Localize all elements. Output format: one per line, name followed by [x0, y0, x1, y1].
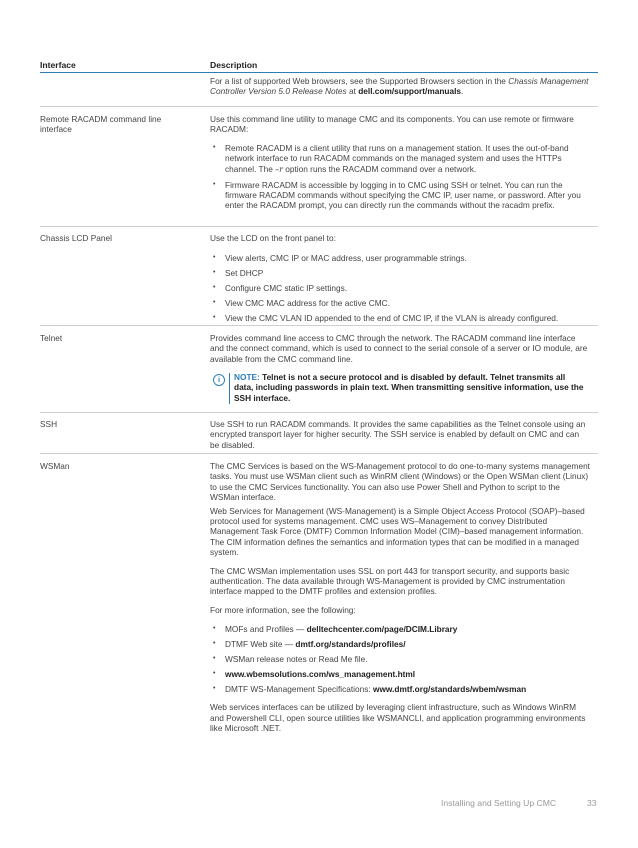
interface-remote-racadm: Remote RACADM command line interface — [40, 114, 162, 135]
dmtf-profiles-link[interactable]: dmtf.org/standards/profiles/ — [295, 639, 406, 650]
lcd-list — [210, 253, 590, 323]
wsman-description: The CMC Services is based on the WS-Management protocol to do one-to-many systems management tasks. You must use WSMan client such as WinRM client (Windows) or the Open WSMan client (Linux) to use the CMC Services functionality. You can also use Power Shell and Python to script to the WSMan interface. Web Services for Management (WS-Management) is a Simple Object Access Protocol (SOAP)–based protocol used for systems management. CMC uses WS–Management to convey Distributed Management Task Force (DMTF) Common Information Model (CIM)–based management information. The CIM information defines the semantics and information types that can be modified in a managed system. The CMC WSMan implementation uses SSL on port 443 for transport security, and supports basic authentication. The data available through WS-Management is provided by CMC instrumentation interface mapped to the DMTF profiles and extension profiles. For more information, see the following: • MOFs and Profiles — delltechcenter.com/page/DCIM.Library • DTMF Web site — dmtf.org/standards/profiles/ • WSMan release notes or Read Me file. • www.wbemsolutions.com/ws_management.html • DMTF WS-Management Specifications: www.dmtf.org/standards/wbem/wsman Web services interfaces can be utilized by leveraging client infrastructure, such as Windows WinRM and Powershell CLI, open source utilities like WSMANCLI, and application programming environments like Microsoft .NET. — [210, 461, 590, 734]
list-item — [210, 669, 590, 679]
list-item: • WSMan release notes or Read Me file. — [210, 654, 590, 664]
telnet-description: Provides command line access to CMC through the network. The RACADM command line interface and the connect command, which is used to connect to the serial console of a server or IO module, are available from the CMC command line. — [210, 333, 588, 364]
column-header-description: Description — [210, 60, 258, 70]
row-divider — [40, 412, 598, 413]
header-rule — [40, 72, 598, 73]
list-item: • Remote RACADM is a client utility that runs on a management station. It uses the out-of-band network interface to run RACADM commands on the managed system and uses the HTTPs channel. The –r option runs the RACADM command over a network. — [210, 143, 590, 175]
lcd-description: Use the LCD on the front panel to: • View alerts, CMC IP or MAC address, user programmable strings. • Set DHCP • Configure CMC static IP settings. • View CMC MAC address for the active CMC. • View the CMC VLAN ID appended to the end of CMC IP, if the VLAN is already configured. — [210, 233, 590, 328]
list-item: • MOFs and Profiles — delltechcenter.com/page/DCIM.Library — [210, 624, 590, 634]
racadm-list — [210, 143, 590, 211]
list-item: • View the CMC VLAN ID appended to the end of CMC IP, if the VLAN is already configured. — [210, 313, 590, 323]
list-item: • DMTF WS-Management Specifications: www.dmtf.org/standards/wbem/wsman — [210, 684, 590, 694]
wbemsolutions-link[interactable]: www.wbemsolutions.com/ws_management.html — [225, 669, 416, 679]
info-icon: i — [213, 374, 225, 386]
list-item: • Set DHCP — [210, 268, 590, 278]
note-bar — [229, 373, 230, 404]
ssh-description: Use SSH to run RACADM commands. It provides the same capabilities as the Telnet console using an encrypted transport layer for higher security. The SSH service is enabled by default on CMC and can be disabled. — [210, 419, 586, 450]
racadm-description: Use this command line utility to manage CMC and its components. You can use remote or firmware RACADM: • Remote RACADM is a client utility that runs on a management station. It uses the out-of-band network interface to run RACADM commands on the managed system and uses the HTTPs channel. The –r option runs the RACADM command over a network. • Firmware RACADM is accessible by logging in to CMC using SSH or telnet. You can run the firmware RACADM commands without specifying the CMC IP, user name, or password. After you enter the RACADM prompt, you can directly run the commands without the racadm prefix. — [210, 114, 590, 215]
page-number: 33 — [587, 798, 597, 808]
list-item: • View alerts, CMC IP or MAC address, user programmable strings. — [210, 253, 590, 263]
column-header-interface: Interface — [40, 60, 76, 70]
row-divider — [40, 453, 598, 454]
delltechcenter-link[interactable]: delltechcenter.com/page/DCIM.Library — [306, 624, 458, 635]
interface-ssh: SSH — [40, 419, 58, 429]
interface-chassis-lcd: Chassis LCD Panel — [40, 233, 112, 243]
dell-support-link[interactable]: dell.com/support/manuals — [358, 86, 462, 97]
wsman-links-list — [210, 624, 590, 694]
footer-section-title: Installing and Setting Up CMC — [441, 798, 557, 808]
dmtf-wsman-link[interactable]: www.dmtf.org/standards/wbem/wsman — [373, 683, 527, 694]
list-item: • View CMC MAC address for the active CMC. — [210, 298, 590, 308]
row-divider — [40, 325, 598, 326]
list-item: • Configure CMC static IP settings. — [210, 283, 590, 293]
interface-telnet: Telnet — [40, 333, 63, 343]
row-divider — [40, 226, 598, 227]
list-item: • DTMF Web site — dmtf.org/standards/profiles/ — [210, 639, 590, 649]
interface-wsman: WSMan — [40, 461, 70, 471]
note-label: NOTE: — [234, 372, 260, 382]
list-item: • Firmware RACADM is accessible by logging in to CMC using SSH or telnet. You can run the firmware RACADM commands without specifying the CMC IP, user name, or password. After you enter the RACADM prompt, you can directly run the commands without the racadm prefix. — [210, 180, 590, 211]
row-divider — [40, 106, 598, 107]
browsers-description: For a list of supported Web browsers, see the Supported Browsers section in the Chassis Management Controller Version 5.0 Release Notes at dell.com/support/manuals. — [210, 76, 589, 97]
